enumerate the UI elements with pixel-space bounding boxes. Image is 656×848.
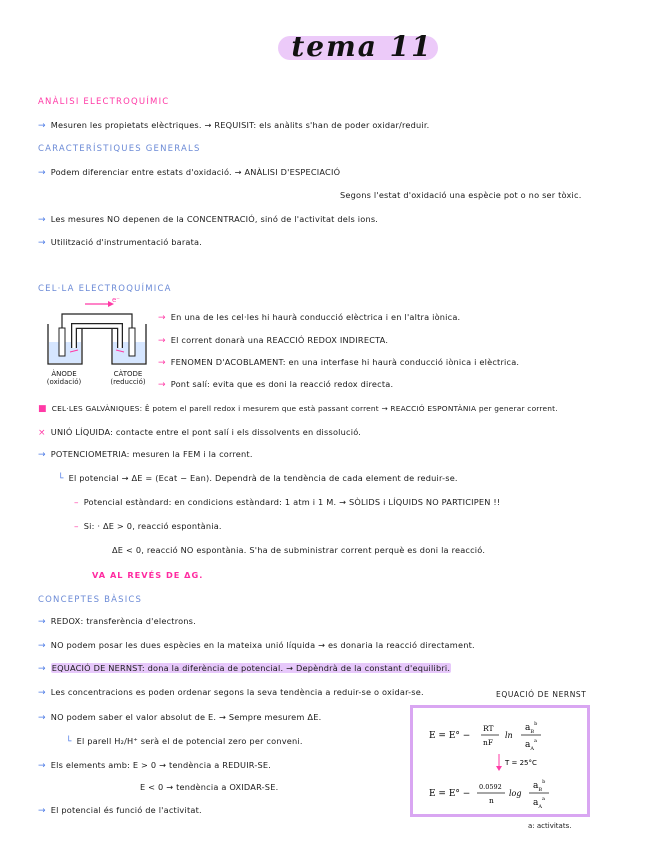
bullet-dash-icon: – [74, 522, 79, 532]
cathode-label: CÀTODE (reducció) [110, 370, 146, 386]
bullet-arrow-icon: → [38, 450, 46, 460]
bullet-x-icon: × [38, 428, 46, 438]
heading-cella: CEL·LA ELECTROQUÍMICA [38, 284, 172, 294]
bullet-arrow-icon: → [158, 336, 166, 346]
heading-analisi: ANÀLISI ELECTROQUÍMIC [38, 97, 170, 107]
bullet-arrow-icon: → [38, 238, 46, 248]
svg-text:aBb: $a_B^b$ [525, 721, 538, 735]
bullet-arrow-icon: → [158, 313, 166, 323]
potenciometria-line: → POTENCIOMETRIA: mesuren la FEM i la corrent. [38, 449, 253, 460]
eq1-ln: ln [505, 731, 513, 740]
potencial-estandard-line: – Potencial estàndard: en condicions estàndard: 1 atm i 1 M. → SÒLIDS i LÍQUIDS NO PARTICIPEN !! [74, 497, 501, 508]
anode-label: ÀNODE (oxidació) [46, 370, 82, 386]
bullet-arrow-icon: → [38, 168, 46, 178]
eq2-left: E = E° − [429, 789, 471, 799]
svg-text:aBb: $a_B^b$ [533, 779, 546, 793]
eq2-den: n [489, 796, 494, 805]
conceptes-line-6: └ El parell H₂/H⁺ serà el de potencial zero per conveni. [66, 736, 303, 747]
cella-point-4: → Pont salí: evita que es doni la reacció redox directa. [158, 379, 394, 390]
delta-e-negative-line: ΔE < 0, reacció NO espontània. S'ha de subministrar corrent perquè es doni la reacció. [112, 545, 486, 555]
temperature-note: T = 25°C [505, 759, 537, 767]
bullet-arrow-icon: → [38, 121, 46, 131]
eq1-den: nF [483, 738, 494, 747]
caract-line-4: → Utilització d'instrumentació barata. [38, 237, 203, 248]
cella-point-1: → En una de les cel·les hi haurà conducció elèctrica i en l'altra iònica. [158, 312, 461, 323]
nernst-equations [413, 708, 587, 814]
conceptes-line-7: → Els elements amb: E > 0 → tendència a REDUIR-SE. [38, 760, 272, 771]
bullet-square-icon: ■ [38, 404, 47, 414]
bullet-arrow-icon: → [38, 664, 46, 674]
page-title: tema 11 [291, 30, 433, 63]
cella-point-3: → FENOMEN D'ACOBLAMENT: en una interfase hi haurà conducció iònica i elèctrica. [158, 357, 520, 368]
nernst-footnote: a: activitats. [528, 822, 572, 830]
potencial-line: └ El potencial → ΔE = (Ecat − Ean). Dependrà de la tendència de cada element de reduir-se. [58, 473, 458, 484]
bullet-arrow-icon: → [38, 215, 46, 225]
nernst-formula-box [410, 705, 590, 817]
conceptes-line-2: → NO podem posar les dues espècies en la mateixa unió líquida → es donaria la reacció directament. [38, 640, 475, 651]
caract-line-2: Segons l'estat d'oxidació una espècie pot o no ser tòxic. [340, 190, 582, 200]
bullet-arrow-icon: → [158, 380, 166, 390]
analisi-line-1: → Mesuren les propietats elèctriques. → REQUISIT: els anàlits s'han de poder oxidar/reduir. [38, 120, 430, 131]
eq1-left: E = E° − [429, 731, 471, 741]
conceptes-line-5: → NO podem saber el valor absolut de E. → Sempre mesurem ΔE. [38, 712, 322, 723]
electron-label: e⁻ [112, 296, 121, 304]
bullet-arrow-icon: → [38, 641, 46, 651]
caract-line-3: → Les mesures NO depenen de la CONCENTRACIÓ, sinó de l'activitat dels ions. [38, 214, 379, 225]
eq1-num: RT [483, 724, 494, 733]
svg-text:aAa: $a_A^a$ [533, 796, 545, 810]
delta-e-positive-line: – Si: · ΔE > 0, reacció espontània. [74, 521, 222, 532]
nernst-heading: EQUACIÓ DE NERNST [496, 690, 587, 699]
bullet-arrow-icon: → [38, 761, 46, 771]
bullet-arrow-icon: → [38, 713, 46, 723]
galvaniques-line: ■ CEL·LES GALVÀNIQUES: Ê potem el parell redox i mesurem que està passant corrent → REACCIÓ ESPONTÀNIA per generar corrent. [38, 404, 558, 414]
bullet-corner-icon: └ [58, 474, 64, 484]
conceptes-line-9: → El potencial és funció de l'activitat. [38, 805, 202, 816]
bullet-arrow-icon: → [38, 688, 46, 698]
heading-caracteristiques: CARACTERÍSTIQUES GENERALS [38, 144, 201, 154]
bullet-dash-icon: – [74, 498, 79, 508]
eq2-log: log [509, 789, 522, 798]
conceptes-line-8: E < 0 → tendència a OXIDAR-SE. [140, 782, 279, 792]
cella-point-2: → El corrent donarà una REACCIÓ REDOX INDIRECTA. [158, 335, 389, 346]
bullet-arrow-icon: → [38, 806, 46, 816]
heading-conceptes: CONCEPTES BÀSICS [38, 595, 143, 605]
bullet-corner-icon: └ [66, 737, 72, 747]
conceptes-line-3: → EQUACIÓ DE NERNST: dona la diferència de potencial. → Depèndrà de la constant d'equilibri. [38, 663, 451, 674]
caract-line-1: → Podem diferenciar entre estats d'oxidació. → ANÀLISI D'ESPECIACIÓ [38, 167, 341, 178]
bullet-arrow-icon: → [38, 617, 46, 627]
unio-liquida-line: × UNIÓ LÍQUIDA: contacte entre el pont salí i els dissolvents en dissolució. [38, 427, 362, 438]
svg-text:aAa: $a_A^a$ [525, 738, 537, 752]
bullet-arrow-icon: → [158, 358, 166, 368]
conceptes-line-4: → Les concentracions es poden ordenar segons la seva tendència a reduir-se o oxidar-se. [38, 687, 424, 698]
conceptes-line-1: → REDOX: transferència d'electrons. [38, 616, 196, 627]
eq2-num: 0.0592 [479, 783, 502, 791]
reves-dg-note: VA AL REVÉS DE ΔG. [92, 570, 204, 580]
